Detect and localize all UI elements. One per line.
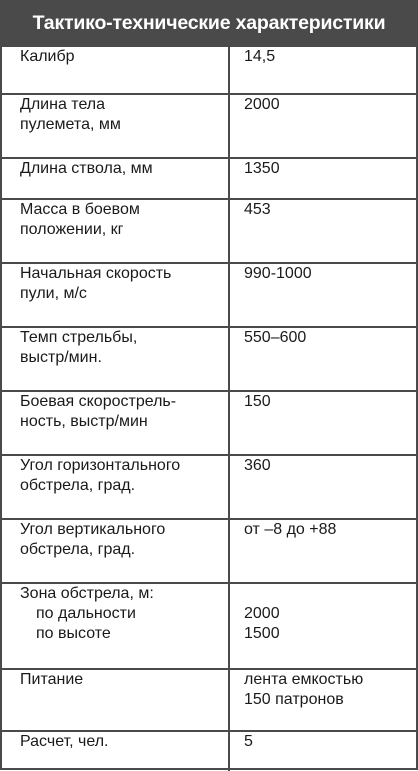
spec-value-line: 2000 (244, 96, 280, 113)
spec-value-line: 453 (244, 201, 271, 218)
spec-value (229, 263, 416, 327)
spec-label-line: обстрела, град. (20, 477, 136, 494)
spec-value-line: 150 (244, 393, 271, 410)
spec-value-line: от –8 до +88 (244, 521, 337, 538)
spec-label (2, 731, 229, 771)
spec-value-line: лента емкостью (244, 671, 364, 688)
table-row (2, 158, 416, 199)
spec-value-line: 550–600 (244, 329, 307, 346)
spec-value-line: 990-1000 (244, 265, 312, 282)
spec-label-line: Начальная скорость (20, 265, 172, 282)
spec-label-line: Боевая скорострель- (20, 393, 177, 410)
spec-value (229, 731, 416, 771)
table-row (2, 199, 416, 263)
spec-value-line (244, 584, 404, 604)
spec-label (2, 158, 229, 199)
spec-label (2, 47, 229, 94)
spec-value (229, 519, 416, 583)
spec-label-line: выстр/мин. (20, 349, 102, 366)
specs-table (2, 47, 416, 771)
spec-label (2, 519, 229, 583)
spec-value (229, 94, 416, 158)
spec-value (229, 669, 416, 731)
spec-value-line: 5 (244, 733, 253, 750)
spec-label-line: Угол горизонтального (20, 457, 181, 474)
table-row (2, 455, 416, 519)
spec-value-line: 150 патронов (244, 691, 344, 708)
spec-label-line: по дальности (36, 605, 136, 622)
spec-value (229, 583, 416, 669)
spec-label-line: положении, кг (20, 221, 124, 238)
spec-value-line: 1500 (244, 625, 280, 642)
spec-value (229, 327, 416, 391)
spec-value-line: 360 (244, 457, 271, 474)
spec-label-line: Угол вертикального (20, 521, 166, 538)
spec-value (229, 47, 416, 94)
spec-label-line: ность, выстр/мин (20, 413, 148, 430)
spec-label-line: по высоте (36, 625, 111, 642)
spec-label (2, 263, 229, 327)
spec-label-line: Расчет, чел. (20, 733, 109, 750)
table-row (2, 519, 416, 583)
spec-label-line: пулемета, мм (20, 116, 121, 133)
spec-label-line: Зона обстрела, м: (20, 585, 154, 602)
table-title: Тактико-технические характеристики (2, 0, 416, 47)
table-row (2, 94, 416, 158)
spec-label (2, 391, 229, 455)
table-row (2, 669, 416, 731)
table-row (2, 731, 416, 771)
spec-label-line: пули, м/с (20, 285, 87, 302)
spec-label-line: Масса в боевом (20, 201, 140, 218)
spec-value (229, 158, 416, 199)
spec-label (2, 327, 229, 391)
spec-label (2, 583, 229, 669)
spec-value-line: 1350 (244, 160, 280, 177)
spec-value (229, 391, 416, 455)
spec-value-line: 14,5 (244, 48, 276, 65)
table-row (2, 47, 416, 94)
spec-label-line: Длина тела (20, 96, 106, 113)
table-row (2, 327, 416, 391)
spec-label-line: Питание (20, 671, 84, 688)
spec-label-line: Калибр (20, 48, 75, 65)
table-row (2, 583, 416, 669)
spec-label-line: Темп стрельбы, (20, 329, 138, 346)
spec-label-line: обстрела, град. (20, 541, 136, 558)
spec-value (229, 455, 416, 519)
table-row (2, 391, 416, 455)
spec-label (2, 199, 229, 263)
spec-label (2, 94, 229, 158)
spec-label (2, 669, 229, 731)
spec-value (229, 199, 416, 263)
spec-value-line: 2000 (244, 605, 280, 622)
spec-label (2, 455, 229, 519)
table-row (2, 263, 416, 327)
spec-label-line: Длина ствола, мм (20, 160, 153, 177)
